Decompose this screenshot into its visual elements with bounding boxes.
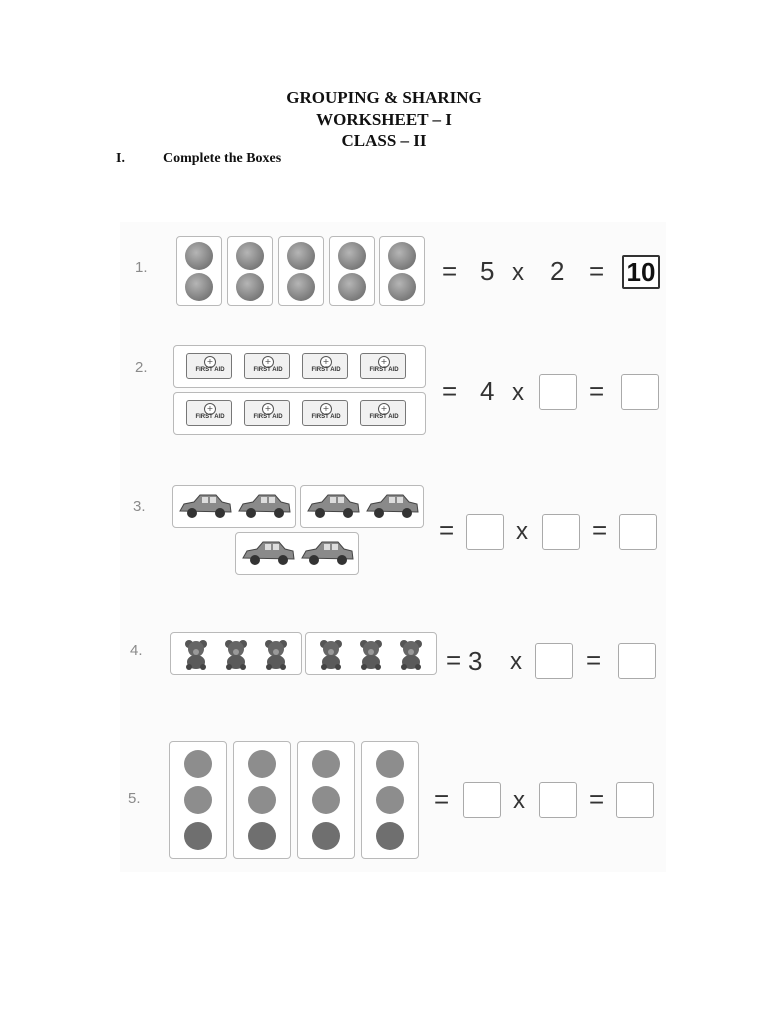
question-4-number: 4. [130, 642, 143, 659]
question-2-number: 2. [135, 359, 148, 376]
dot-icon [376, 750, 404, 778]
factor-1-value: 4 [480, 376, 495, 406]
factor-1-value: 5 [480, 256, 495, 286]
coin-icon [287, 242, 315, 270]
car-icon [176, 491, 234, 521]
coin-icon [388, 273, 416, 301]
section-title: Complete the Boxes [163, 151, 282, 166]
equals-sign: = [589, 784, 605, 814]
answer-box: 10 [622, 255, 660, 289]
dot-icon [184, 750, 212, 778]
car-icon [304, 491, 362, 521]
title-grouping-sharing: GROUPING & SHARING [286, 88, 482, 107]
equals-sign: = [434, 784, 450, 814]
coin-group [176, 236, 222, 306]
coin-group [278, 236, 324, 306]
question-3-number: 3. [133, 498, 146, 515]
factor-1-box[interactable] [466, 514, 504, 550]
first-aid-kit-icon: + FIRST AID [244, 353, 290, 379]
dot-group [361, 741, 419, 859]
coin-icon [338, 242, 366, 270]
dot-group [297, 741, 355, 859]
dot-icon [376, 822, 404, 850]
times-sign: x [513, 787, 525, 814]
coin-icon [236, 273, 264, 301]
car-group [172, 485, 296, 528]
first-aid-kit-icon: + FIRST AID [302, 400, 348, 426]
dot-icon [312, 786, 340, 814]
first-aid-group [173, 345, 426, 388]
answer-box[interactable] [621, 374, 659, 410]
dot-icon [248, 786, 276, 814]
dot-icon [184, 786, 212, 814]
question-5-number: 5. [128, 790, 141, 807]
teddy-bear-icon [316, 638, 346, 670]
teddy-bear-group [305, 632, 437, 675]
dot-icon [312, 750, 340, 778]
first-aid-kit-icon: + FIRST AID [244, 400, 290, 426]
equals-sign: = [589, 376, 605, 406]
first-aid-kit-icon: + FIRST AID [360, 353, 406, 379]
car-icon [235, 491, 293, 521]
times-sign: x [510, 648, 522, 675]
factor-2-box[interactable] [539, 782, 577, 818]
equals-sign: = [442, 376, 458, 406]
teddy-bear-icon [261, 638, 291, 670]
title-class: CLASS – II [341, 131, 427, 150]
factor-2-box[interactable] [535, 643, 573, 679]
car-icon [298, 538, 356, 568]
dot-icon [248, 750, 276, 778]
factor-2-box[interactable] [542, 514, 580, 550]
factor-2-box[interactable] [539, 374, 577, 410]
coin-group [227, 236, 273, 306]
dot-icon [184, 822, 212, 850]
coin-group [379, 236, 425, 306]
dot-icon [376, 786, 404, 814]
teddy-bear-icon [396, 638, 426, 670]
first-aid-kit-icon: + FIRST AID [186, 353, 232, 379]
dot-group [169, 741, 227, 859]
section-number: I. [116, 151, 125, 166]
answer-box[interactable] [616, 782, 654, 818]
answer-box[interactable] [618, 643, 656, 679]
teddy-bear-icon [356, 638, 386, 670]
coin-icon [236, 242, 264, 270]
coin-icon [185, 242, 213, 270]
question-1-number: 1. [135, 259, 148, 276]
first-aid-group [173, 392, 426, 435]
teddy-bear-group [170, 632, 302, 675]
teddy-bear-icon [181, 638, 211, 670]
factor-1-box[interactable] [463, 782, 501, 818]
equals-sign: = [586, 645, 602, 675]
dot-group [233, 741, 291, 859]
title-worksheet: WORKSHEET – I [316, 110, 452, 129]
teddy-bear-icon [221, 638, 251, 670]
car-icon [239, 538, 297, 568]
times-sign: x [512, 379, 524, 406]
times-sign: x [516, 518, 528, 545]
first-aid-kit-icon: + FIRST AID [302, 353, 348, 379]
equals-sign: = [439, 515, 455, 545]
factor-1-value: 3 [468, 646, 483, 676]
car-group [300, 485, 424, 528]
coin-icon [185, 273, 213, 301]
dot-icon [248, 822, 276, 850]
car-icon [363, 491, 421, 521]
equals-sign: = [446, 645, 462, 675]
car-group [235, 532, 359, 575]
coin-group [329, 236, 375, 306]
first-aid-kit-icon: + FIRST AID [186, 400, 232, 426]
first-aid-kit-icon: + FIRST AID [360, 400, 406, 426]
factor-2-value: 2 [550, 256, 565, 286]
equals-sign: = [592, 515, 608, 545]
coin-icon [287, 273, 315, 301]
answer-box[interactable] [619, 514, 657, 550]
coin-icon [388, 242, 416, 270]
equals-sign: = [589, 256, 605, 286]
coin-icon [338, 273, 366, 301]
dot-icon [312, 822, 340, 850]
times-sign: x [512, 259, 524, 286]
equals-sign: = [442, 256, 458, 286]
